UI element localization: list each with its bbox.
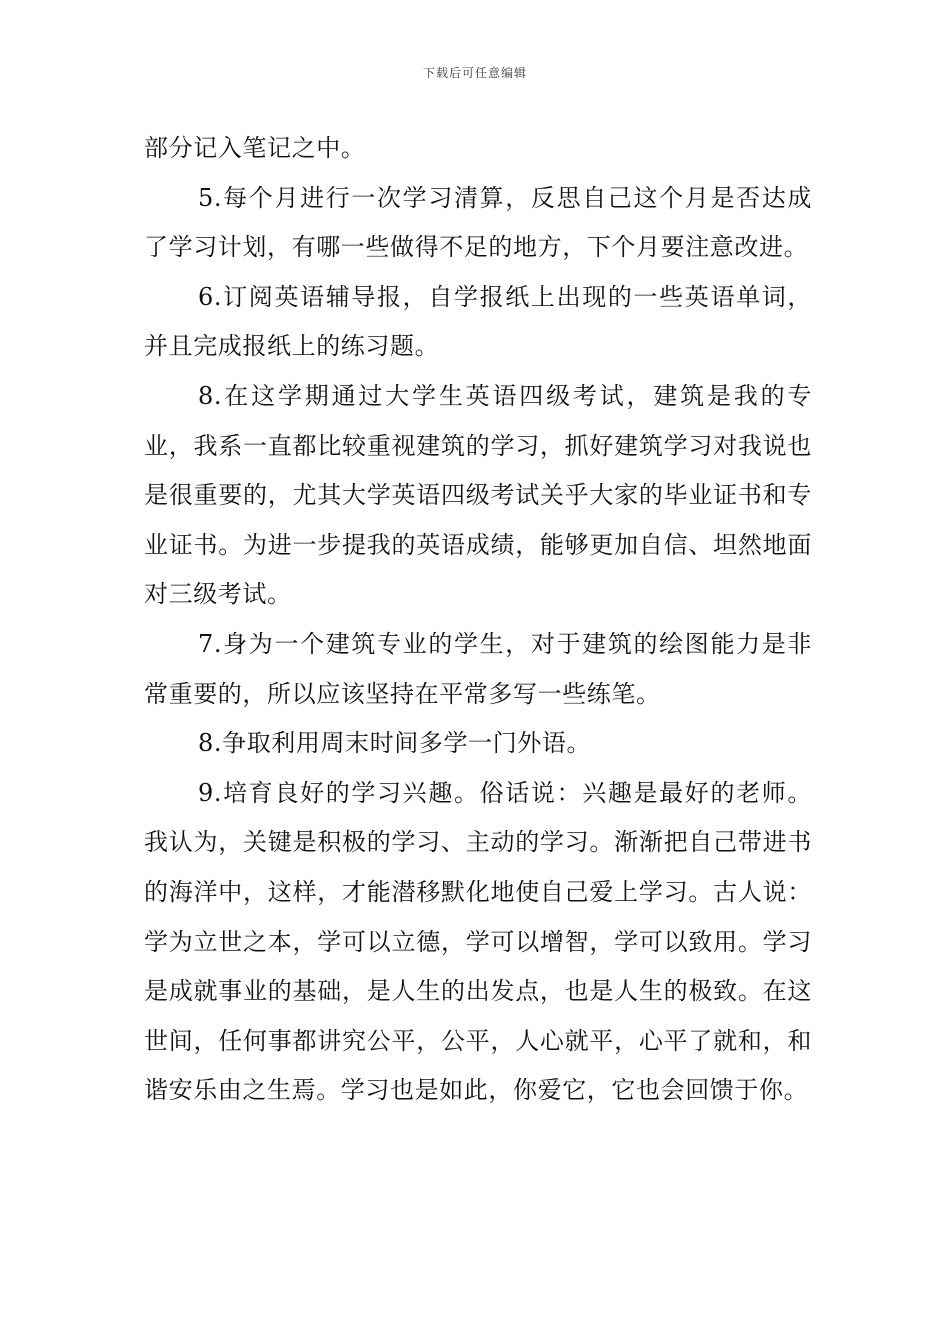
paragraph-item-8-exam: 8.在这学期通过大学生英语四级考试，建筑是我的专业，我系一直都比较重视建筑的学习，抓好建筑学习对我说也是很重要的，尤其大学英语四级考试关乎大家的毕业证书和专业证书。为进一步提我的英语成绩，能够更加自信、坦然地面对三级考试。	[144, 381, 812, 609]
document-body	[144, 124, 812, 1116]
paragraph-item-7: 7.身为一个建筑专业的学生，对于建筑的绘图能力是非常重要的，所以应该坚持在平常多写一些练笔。	[144, 629, 812, 708]
paragraph-item-9: 9.培育良好的学习兴趣。俗话说：兴趣是最好的老师。我认为，关键是积极的学习、主动的学习。渐渐把自己带进书的海洋中，这样，才能潜移默化地使自己爱上学习。古人说：学为立世之本，学可以立德，学可以增智，学可以致用。学习是成就事业的基础，是人生的出发点，也是人生的极致。在这世间，任何事都讲究公平，公平，人心就平，心平了就和，和谐安乐由之生焉。学习也是如此，你爱它，它也会回馈于你。	[144, 778, 812, 1105]
paragraph-item-6: 6.订阅英语辅导报，自学报纸上出现的一些英语单词，并且完成报纸上的练习题。	[144, 282, 812, 361]
paragraph-item-5: 5.每个月进行一次学习清算，反思自己这个月是否达成了学习计划，有哪一些做得不足的地方，下个月要注意改进。	[144, 183, 812, 262]
paragraph-item-8-language: 8.争取利用周末时间多学一门外语。	[198, 729, 592, 758]
paragraph-continuation: 部分记入笔记之中。	[144, 134, 366, 162]
page-header: 下载后可任意编辑	[422, 66, 527, 80]
